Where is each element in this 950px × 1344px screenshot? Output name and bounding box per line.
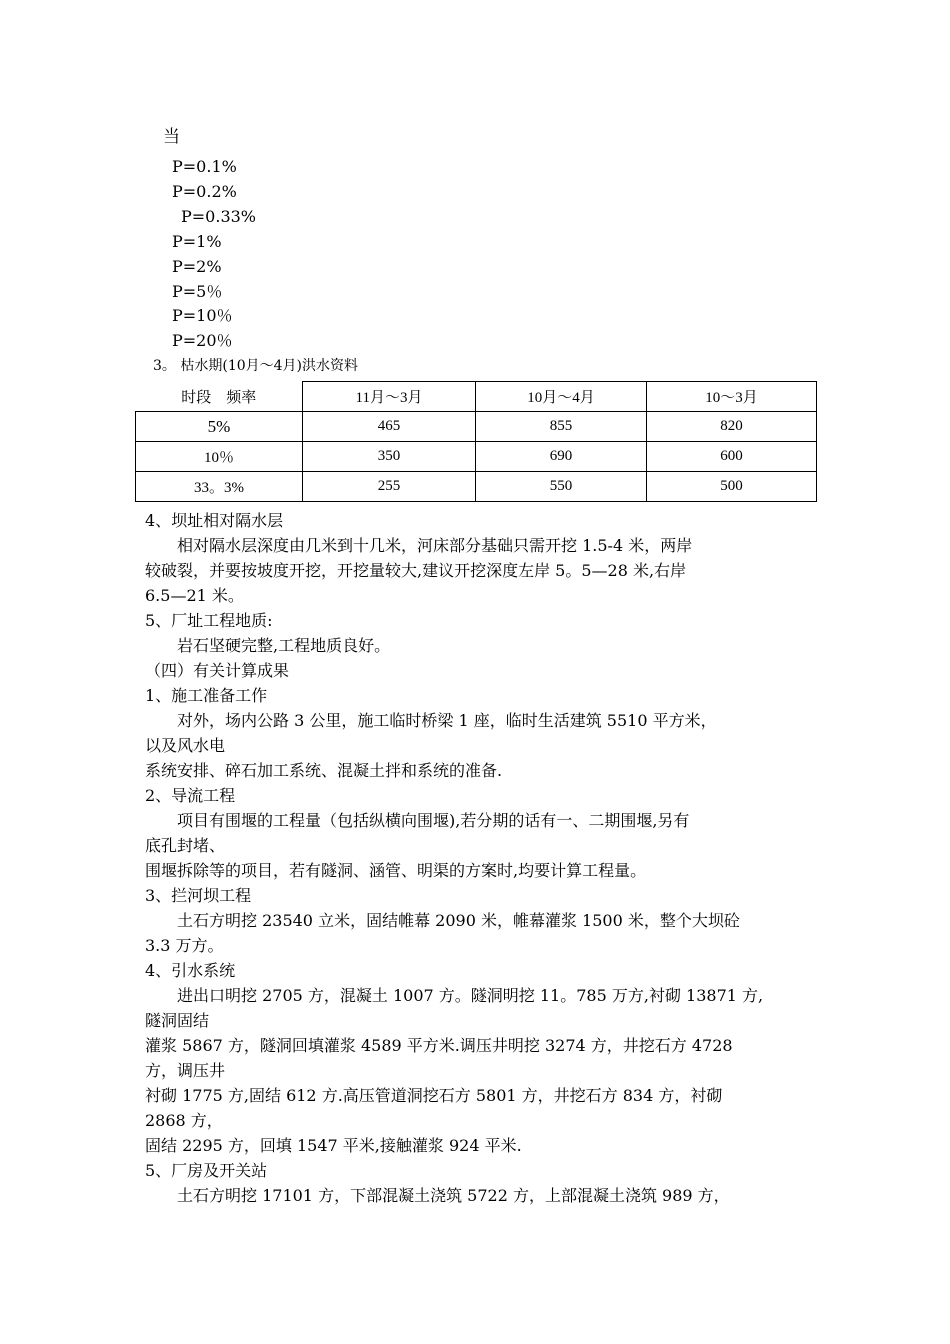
heading-line: 1、施工准备工作: [145, 686, 268, 705]
body-line: 隧洞固结: [145, 1011, 210, 1030]
table-row: [136, 472, 817, 502]
flood-data-table: [135, 381, 817, 502]
frequency-line: P=5％: [172, 282, 223, 301]
table-row-label: 33。3%: [136, 472, 303, 502]
body-line: 衬砌 1775 方,固结 612 方.高压管道洞挖石方 5801 方，井挖石方 834 方，衬砌: [145, 1086, 723, 1105]
table-cell: 500: [647, 472, 817, 502]
table-cell: 600: [647, 442, 817, 472]
body-line: 土石方明挖 17101 方，下部混凝土浇筑 5722 方，上部混凝土浇筑 989 方，: [145, 1186, 730, 1205]
table-cell: 255: [303, 472, 476, 502]
heading-line: 4、引水系统: [145, 961, 236, 980]
heading-line: 3、拦河坝工程: [145, 886, 252, 905]
body-line: 项目有围堰的工程量（包括纵横向围堰),若分期的话有一、二期围堰,另有: [145, 811, 690, 830]
body-line: 2868 方，: [145, 1111, 223, 1130]
body-line: 相对隔水层深度由几米到十几米，河床部分基础只需开挖 1.5-4 米，两岸: [145, 536, 693, 555]
body-line: 方，调压井: [145, 1061, 226, 1080]
body-line: 岩石坚硬完整,工程地质良好。: [145, 636, 391, 655]
frequency-line: P=1%: [172, 232, 222, 251]
top-fragment: 当: [163, 127, 180, 147]
body-line: 进出口明挖 2705 方，混凝土 1007 方。隧洞明挖 11。785 万方,衬砌 13871 方,: [145, 986, 764, 1005]
body-line: 围堰拆除等的项目，若有隧洞、涵管、明渠的方案时,均要计算工程量。: [145, 861, 647, 880]
table-cell: 350: [303, 442, 476, 472]
table-row-label: 10％: [136, 442, 303, 472]
frequency-line: P=0.1%: [172, 157, 237, 176]
table-column-header: 11月～3月: [303, 382, 476, 412]
body-line: 灌浆 5867 方，隧洞回填灌浆 4589 平方米.调压井明挖 3274 方，井挖石方 4728: [145, 1036, 733, 1055]
table-cell: 550: [476, 472, 647, 502]
table-cell: 855: [476, 412, 647, 442]
table-column-header: 10～3月: [647, 382, 817, 412]
frequency-line: P=2%: [172, 257, 222, 276]
section-heading: （四）有关计算成果: [145, 661, 290, 680]
section3-title: 3。 枯水期(10月～4月)洪水资料: [153, 358, 359, 374]
table-header-row: [136, 382, 817, 412]
body-line: 系统安排、碎石加工系统、混凝土拌和系统的准备.: [145, 761, 503, 780]
table-row: [136, 442, 817, 472]
frequency-line: P=20％: [172, 331, 233, 350]
heading-line: 4、坝址相对隔水层: [145, 511, 284, 530]
frequency-line: P=10％: [172, 306, 233, 325]
table-row: [136, 412, 817, 442]
frequency-line: P=0.33%: [181, 207, 256, 226]
body-line: 对外，场内公路 3 公里，施工临时桥梁 1 座，临时生活建筑 5510 平方米，: [145, 711, 717, 730]
table-cell: 820: [647, 412, 817, 442]
table-cell: 465: [303, 412, 476, 442]
table-row-label: 5%: [136, 412, 303, 442]
body-line: 土石方明挖 23540 立米，固结帷幕 2090 米，帷幕灌浆 1500 米，整个大坝砼: [145, 911, 740, 930]
body-line: 6.5—21 米。: [145, 586, 244, 605]
frequency-line: P=0.2%: [172, 182, 237, 201]
body-line: 固结 2295 方，回填 1547 平米,接触灌浆 924 平米.: [145, 1136, 522, 1155]
body-line: 底孔封堵、: [145, 836, 226, 855]
table-header-label: 时段 频率: [181, 389, 257, 406]
heading-line: 5、厂址工程地质:: [145, 611, 273, 630]
body-line: 以及风水电: [145, 736, 226, 755]
body-line: 较破裂，并要按坡度开挖，开挖量较大,建议开挖深度左岸 5。5—28 米,右岸: [145, 561, 687, 580]
body-line: 3.3 万方。: [145, 936, 224, 955]
heading-line: 2、导流工程: [145, 786, 236, 805]
table-cell: 690: [476, 442, 647, 472]
table-column-header: 10月～4月: [476, 382, 647, 412]
heading-line: 5、厂房及开关站: [145, 1161, 268, 1180]
